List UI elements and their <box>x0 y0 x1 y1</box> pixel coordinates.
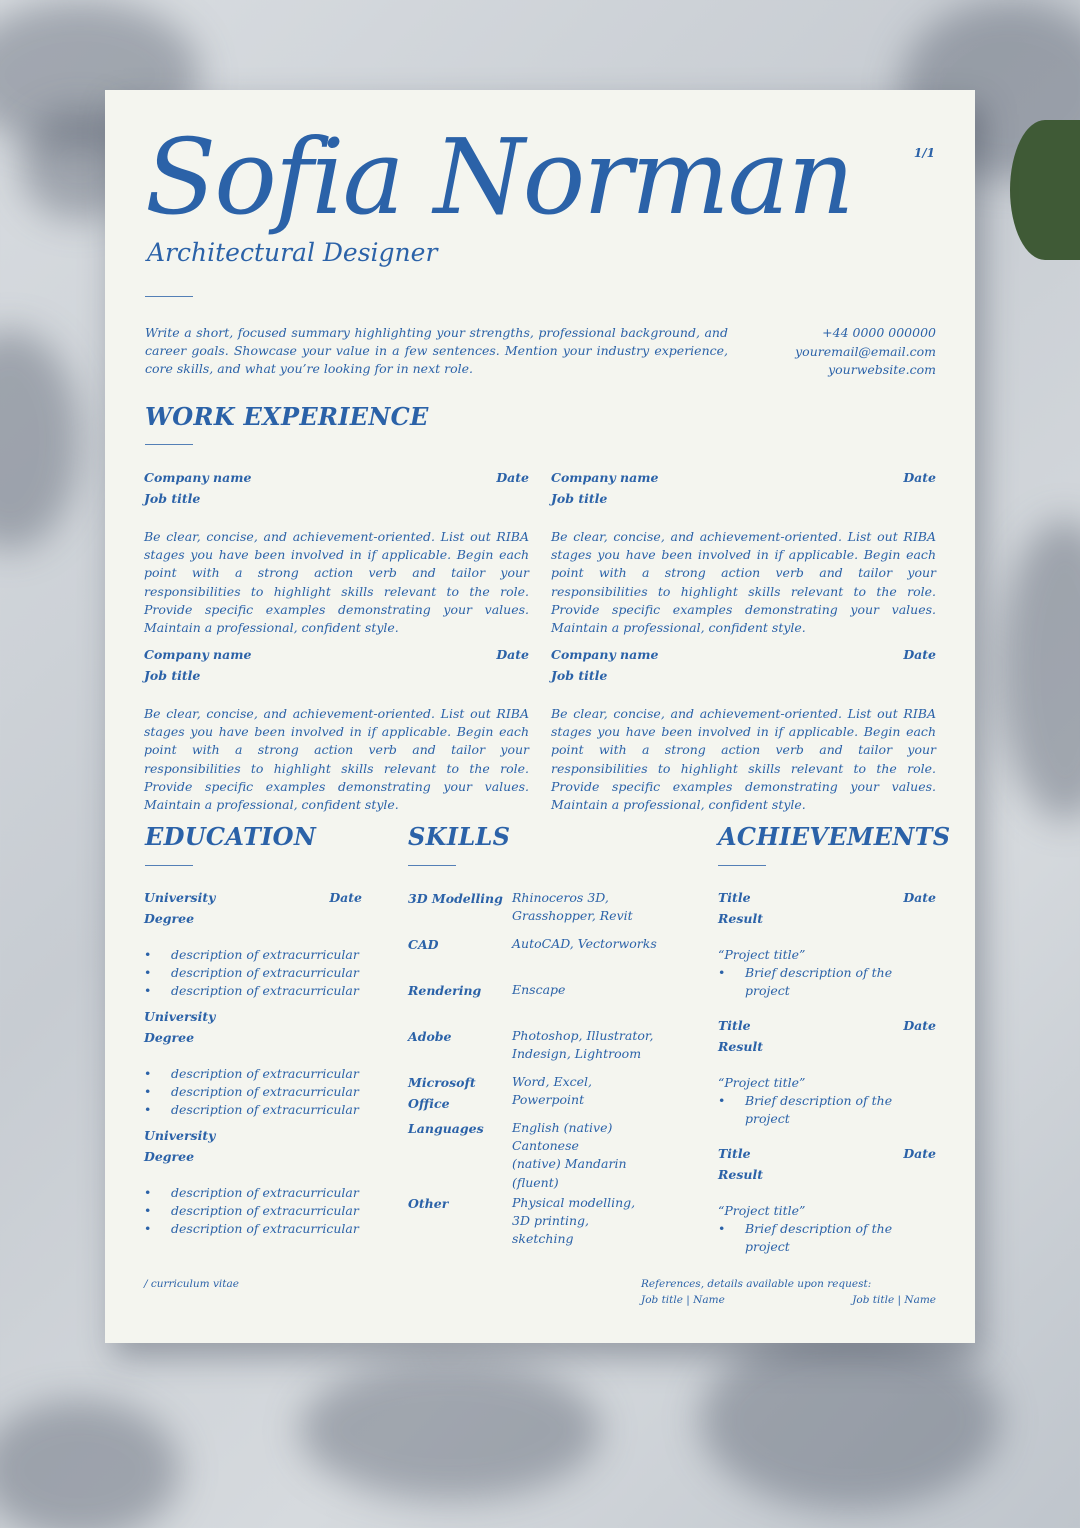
company-name: Company name <box>144 470 252 485</box>
achievement-result: Result <box>718 911 763 926</box>
job-entry <box>144 647 529 814</box>
phone: +44 0000 000000 <box>822 325 936 340</box>
work-experience-heading: WORK EXPERIENCE <box>145 402 429 431</box>
project-title: “Project title” <box>718 1203 806 1218</box>
divider <box>145 296 193 297</box>
job-description: Be clear, concise, and achievement-oriented. List out RIBA stages you have been involved in if applicable. Begin each point with a strong action verb and tailor your responsibilities to highlight skills relevant to the role. Provide specific examples demonstrating your values. Maintain a professional, confident style. <box>144 529 529 636</box>
skill-name: Rendering <box>408 983 482 998</box>
reference-1: Job title | Name <box>641 1294 725 1306</box>
achievement-title: Title <box>718 1018 751 1033</box>
skill-name: Languages <box>408 1121 484 1136</box>
achievement-result: Result <box>718 1039 763 1054</box>
project-description: • Brief description of the project <box>718 1092 936 1128</box>
candidate-role: Architectural Designer <box>147 238 438 267</box>
page-number: 1/1 <box>913 146 935 160</box>
education-heading: EDUCATION <box>145 822 317 851</box>
website: yourwebsite.com <box>828 362 936 377</box>
job-date: Date <box>903 470 936 485</box>
footer-label: / curriculum vitae <box>144 1278 239 1290</box>
job-title: Job title <box>551 668 608 683</box>
achievement-entry <box>718 1018 936 1129</box>
achievement-entry <box>718 1146 936 1257</box>
extracurricular-item: • description of extracurricular <box>144 964 362 982</box>
job-entry <box>551 470 936 637</box>
shadow-decoration <box>300 1360 600 1500</box>
achievement-title: Title <box>718 890 751 905</box>
skills-heading: SKILLS <box>408 822 511 851</box>
achievement-date: Date <box>903 1018 936 1033</box>
company-name: Company name <box>144 647 252 662</box>
extracurricular-item: • description of extracurricular <box>144 982 362 1000</box>
job-date: Date <box>496 470 529 485</box>
divider <box>718 865 766 866</box>
skill-value: Photoshop, Illustrator, Indesign, Lightroom <box>512 1028 654 1062</box>
extracurricular-item: • description of extracurricular <box>144 1065 362 1083</box>
shadow-decoration <box>700 1330 1000 1510</box>
job-entry <box>144 470 529 637</box>
skill-value: Word, Excel, Powerpoint <box>512 1074 592 1108</box>
company-name: Company name <box>551 470 659 485</box>
skill-row <box>408 934 662 955</box>
extracurricular-item: • description of extracurricular <box>144 1184 362 1202</box>
reference-2: Job title | Name <box>852 1294 936 1306</box>
university: University <box>144 1128 216 1143</box>
resume-page <box>105 90 975 1343</box>
achievement-result: Result <box>718 1167 763 1182</box>
company-name: Company name <box>551 647 659 662</box>
job-date: Date <box>903 647 936 662</box>
job-title: Job title <box>144 491 201 506</box>
degree: Degree <box>144 1030 195 1045</box>
shadow-decoration <box>0 1400 180 1528</box>
skill-row <box>408 1193 652 1249</box>
candidate-name: Sofia Norman <box>145 116 853 238</box>
skill-name: Microsoft Office <box>408 1075 476 1111</box>
skill-name: Adobe <box>408 1029 452 1044</box>
skill-value: Rhinoceros 3D, Grasshopper, Revit <box>512 890 633 924</box>
education-entry <box>144 890 362 1001</box>
divider <box>408 865 456 866</box>
degree: Degree <box>144 911 195 926</box>
email: youremail@email.com <box>795 343 936 359</box>
extracurricular-item: • description of extracurricular <box>144 1101 362 1119</box>
university: University <box>144 1009 216 1024</box>
skill-row <box>408 888 662 925</box>
job-description: Be clear, concise, and achievement-oriented. List out RIBA stages you have been involved in if applicable. Begin each point with a strong action verb and tailor your responsibilities to highlight skills relevant to the role. Provide specific examples demonstrating your values. Maintain a professional, confident style. <box>144 706 529 813</box>
project-title: “Project title” <box>718 1075 806 1090</box>
achievement-entry <box>718 890 936 1001</box>
education-date: Date <box>329 890 362 905</box>
summary-text: Write a short, focused summary highlighting your strengths, professional background, and career goals. Showcase your value in a few sentences. Mention your industry experience, core skills, and what you’re looking for in next role. <box>145 325 728 376</box>
extracurricular-item: • description of extracurricular <box>144 1220 362 1238</box>
education-entry <box>144 1009 362 1120</box>
job-title: Job title <box>144 668 201 683</box>
job-date: Date <box>496 647 529 662</box>
job-title: Job title <box>551 491 608 506</box>
project-title: “Project title” <box>718 947 806 962</box>
contact-block <box>795 324 936 380</box>
achievement-date: Date <box>903 1146 936 1161</box>
skill-row <box>408 1118 630 1192</box>
skill-row <box>408 980 662 1001</box>
job-entry <box>551 647 936 814</box>
project-description: • Brief description of the project <box>718 1220 936 1256</box>
skill-row <box>408 1072 662 1114</box>
achievements-heading: ACHIEVEMENTS <box>718 822 951 851</box>
university: University <box>144 890 216 905</box>
achievement-title: Title <box>718 1146 751 1161</box>
skill-name: Other <box>408 1196 449 1211</box>
extracurricular-item: • description of extracurricular <box>144 1083 362 1101</box>
divider <box>145 865 193 866</box>
extracurricular-item: • description of extracurricular <box>144 1202 362 1220</box>
plant-leaf <box>1010 120 1080 260</box>
education-entry <box>144 1128 362 1239</box>
skill-value: Physical modelling, 3D printing, sketching <box>512 1195 636 1247</box>
achievement-date: Date <box>903 890 936 905</box>
shadow-decoration <box>1000 520 1080 820</box>
project-description: • Brief description of the project <box>718 964 936 1000</box>
job-description: Be clear, concise, and achievement-oriented. List out RIBA stages you have been involved in if applicable. Begin each point with a strong action verb and tailor your responsibilities to highlight skills relevant to the role. Provide specific examples demonstrating your values. Maintain a professional, confident style. <box>551 529 936 636</box>
skill-value: Enscape <box>512 982 566 997</box>
divider <box>145 444 193 445</box>
skill-value: English (native) Cantonese (native) Mandarin (fluent) <box>512 1120 627 1190</box>
skill-name: CAD <box>408 937 439 952</box>
extracurricular-item: • description of extracurricular <box>144 946 362 964</box>
references-note: References, details available upon request: <box>641 1278 872 1290</box>
skill-name: 3D Modelling <box>408 891 503 906</box>
degree: Degree <box>144 1149 195 1164</box>
skill-row <box>408 1026 662 1063</box>
job-description: Be clear, concise, and achievement-oriented. List out RIBA stages you have been involved in if applicable. Begin each point with a strong action verb and tailor your responsibilities to highlight skills relevant to the role. Provide specific examples demonstrating your values. Maintain a professional, confident style. <box>551 706 936 813</box>
shadow-decoration <box>0 330 80 550</box>
skill-value: AutoCAD, Vectorworks <box>512 936 657 951</box>
